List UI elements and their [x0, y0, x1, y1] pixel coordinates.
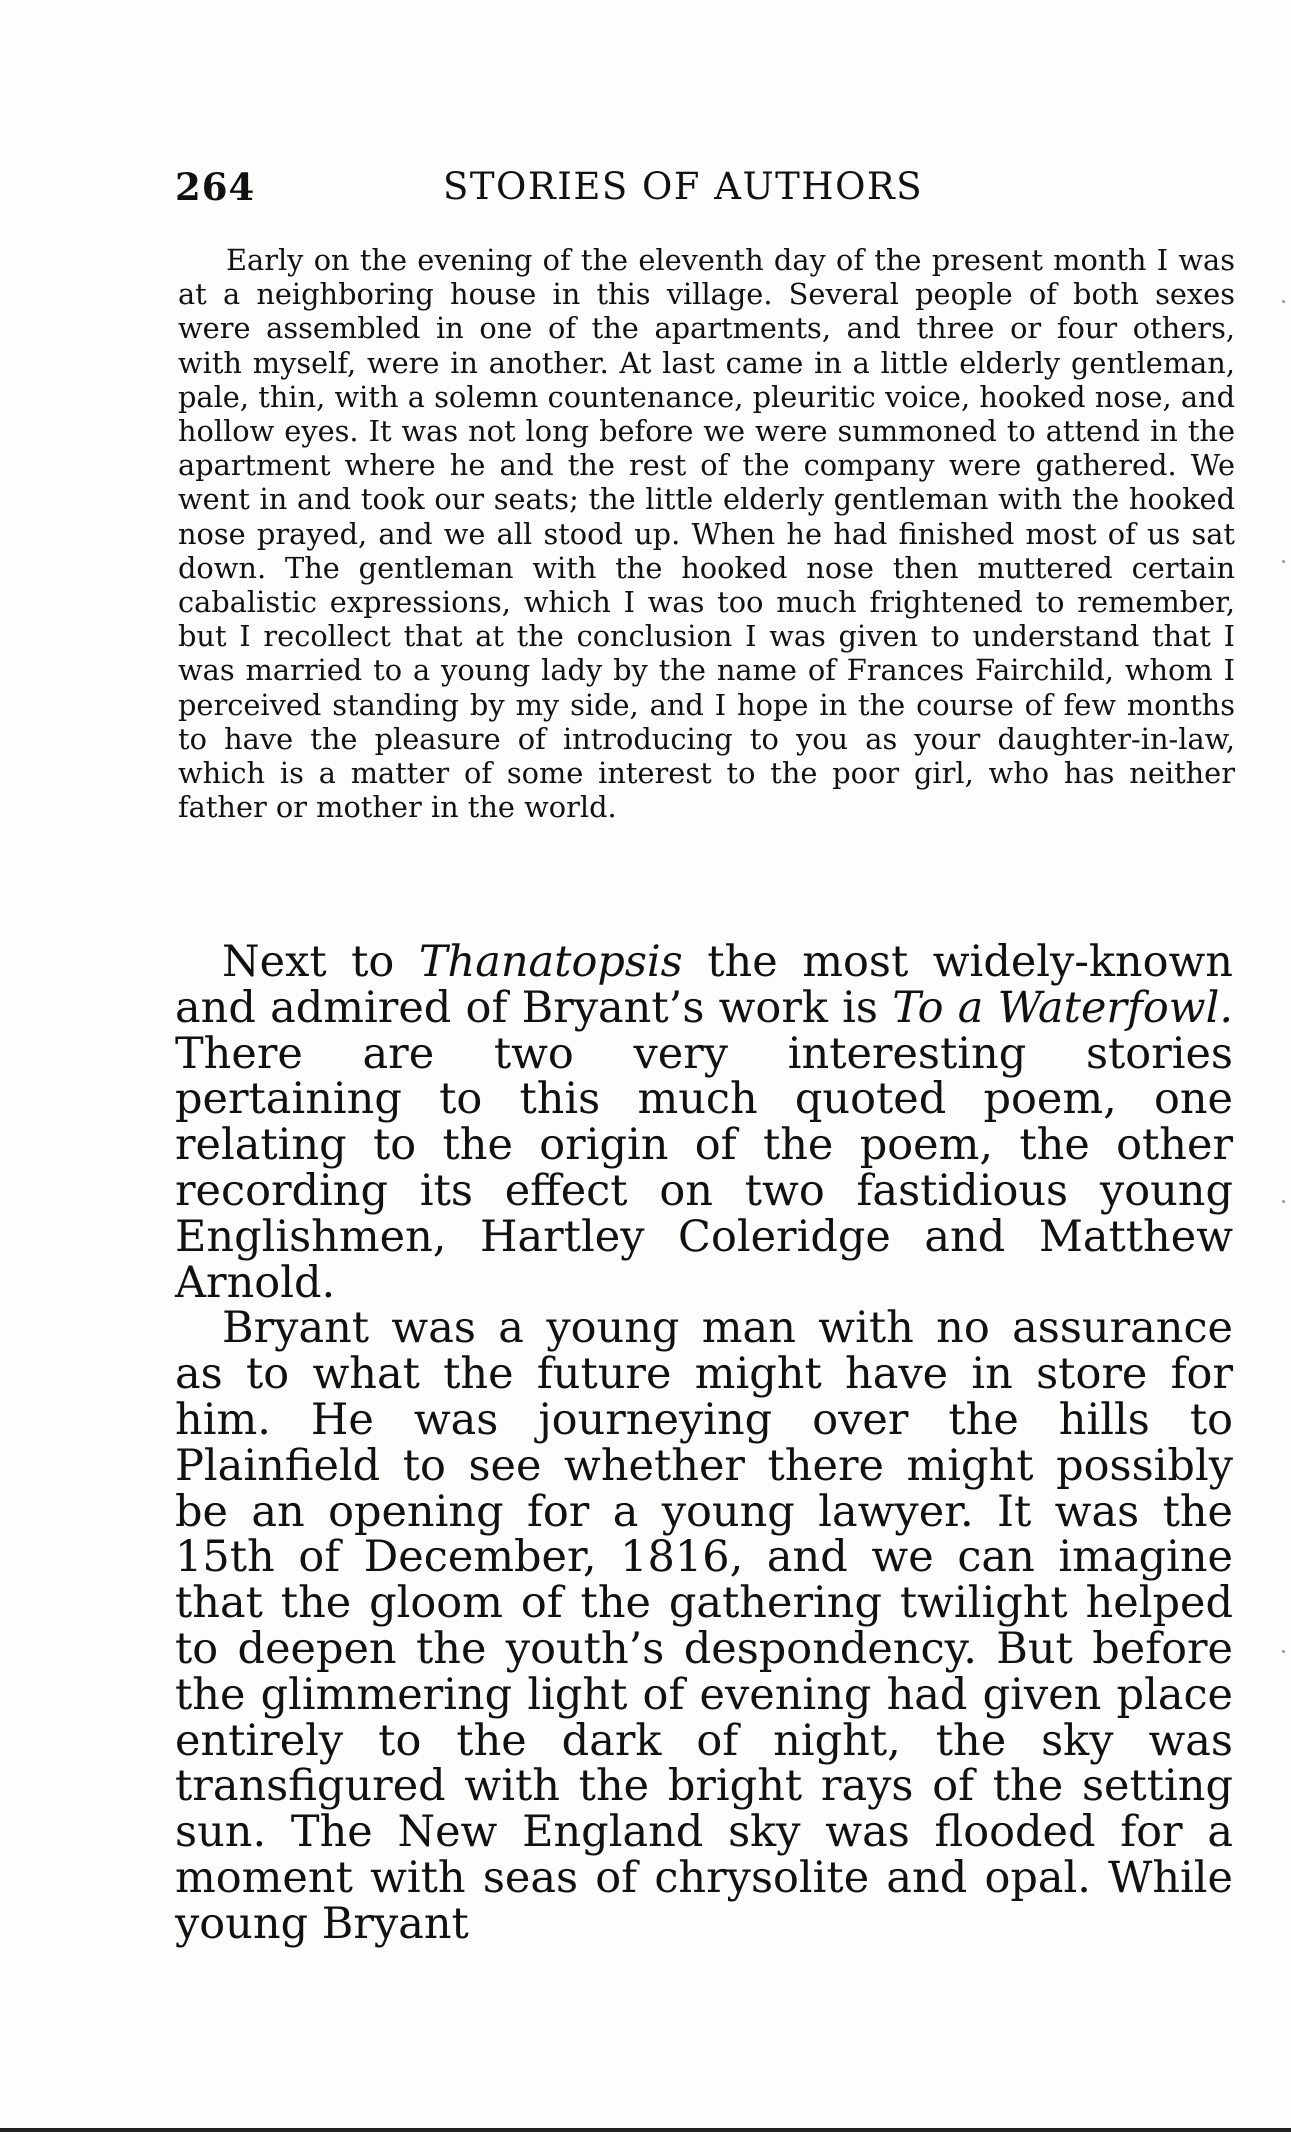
- quoted-letter: Early on the evening of the eleventh day of the present month I was at a neighboring house in this village. Several people of both sexes were assembled in one of the apartments, and three or four others, with myself, were in another. At last came in a little elderly gentleman, pale, thin, with a solemn countenance, pleuritic voice, hooked nose, and hollow eyes. It was not long before we were summoned to attend in the apartment where he and the rest of the company were gathered. We went in and took our seats; the little elderly gentleman with the hooked nose prayed, and we all stood up. When he had finished most of us sat down. The gentleman with the hooked nose then muttered certain cabalistic expressions, which I was too much frightened to remember, but I recollect that at the conclusion I was given to understand that I was married to a young lady by the name of Frances Fairchild, whom I perceived standing by my side, and I hope in the course of few months to have the pleasure of introducing to you as your daughter-in-law, which is a matter of some interest to the poor girl, who has neither father or mother in the world.: [178, 243, 1235, 825]
- title-to-a-waterfowl: To a Waterfowl.: [892, 982, 1233, 1033]
- page-bottom-edge: [0, 2128, 1291, 2132]
- paragraph-plainfield: Bryant was a young man with no assurance as to what the future might have in store for him. He was journeying over the hills to Plainfield to see whether there might possibly be an opening for a young lawyer. It was the 15th of December, 1816, and we can imagine that the gloom of the gathering twilight helped to deepen the youth’s despondency. But before the glimmering light of evening had given place entirely to the dark of night, the sky was transfigured with the bright rays of the setting sun. The New England sky was flooded for a moment with seas of chrysolite and opal. While young Bryant: [175, 1303, 1233, 1949]
- running-head: STORIES OF AUTHORS: [443, 165, 924, 208]
- body-text: [175, 937, 1233, 1949]
- paragraph-waterfowl: [175, 937, 1233, 1308]
- edge-speck: [1282, 560, 1285, 563]
- edge-speck: [1282, 1650, 1285, 1653]
- page-number: 264: [175, 165, 256, 209]
- paragraph-rest: There are two very interesting stories pertaining to this much quoted poem, one relating to the origin of the poem, the other recording its effect on two fastidious young Englishmen, Hartley Coleridge and Matthew Arnold.: [175, 1028, 1233, 1308]
- edge-speck: [1282, 1200, 1285, 1203]
- title-thanatopsis: Thanatopsis: [418, 937, 683, 987]
- page-header: [175, 165, 1245, 215]
- paragraph-mid: the most widely-known and admired of Bryant’s work is: [175, 937, 1233, 1033]
- edge-speck: [1282, 300, 1285, 303]
- paragraph-lead: Next to: [222, 937, 419, 987]
